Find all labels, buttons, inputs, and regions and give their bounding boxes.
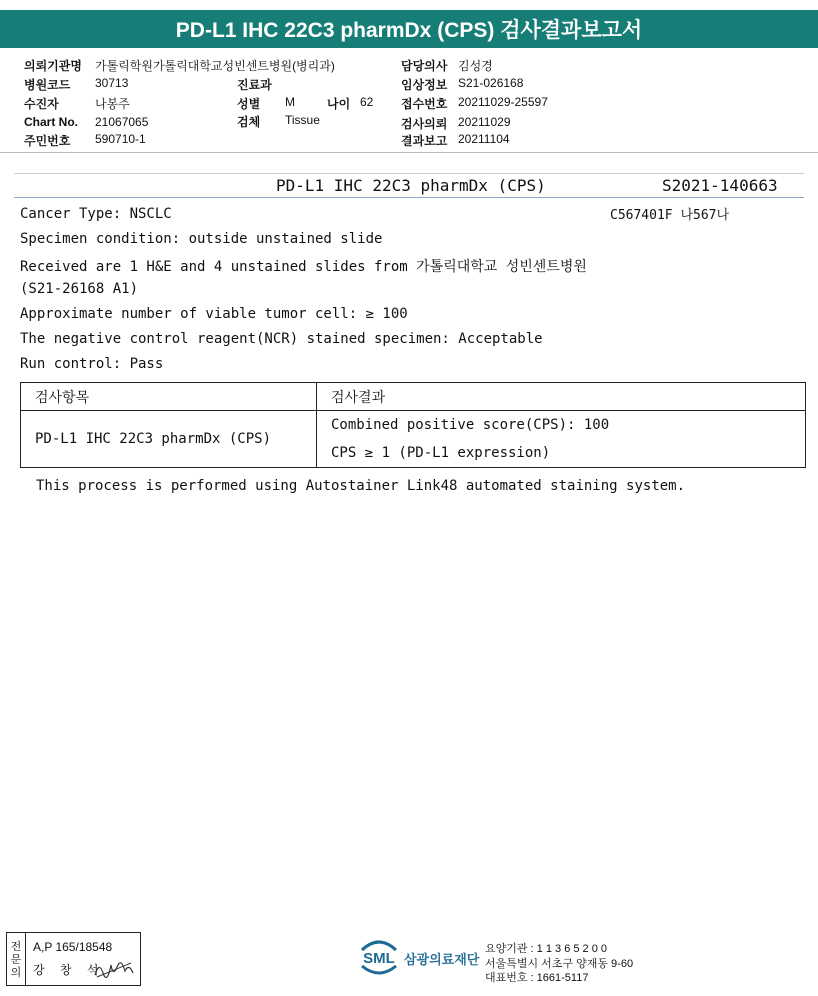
process-note: This process is performed using Autostainer Link48 automated staining system.	[36, 478, 686, 494]
patient-label: 수진자	[24, 97, 59, 111]
report-line: (S21-26168 A1)	[20, 281, 139, 297]
divider	[14, 197, 804, 198]
resident-no-label: 주민번호	[24, 134, 71, 148]
phone: 대표번호 : 1661-5117	[485, 972, 589, 984]
divider	[0, 152, 818, 153]
results-item-cell: PD-L1 IHC 22C3 pharmDx (CPS)	[21, 411, 317, 468]
department-label: 진료과	[237, 78, 272, 92]
logo-text: SML	[363, 950, 395, 967]
report-line: Received are 1 H&E and 4 unstained slides from 가톨릭대학교 성빈센트병원	[20, 259, 587, 275]
doctor-label: 담당의사	[401, 59, 448, 73]
specimen-value: Tissue	[285, 113, 320, 127]
test-name-heading: PD-L1 IHC 22C3 pharmDx (CPS)	[276, 176, 546, 195]
chart-no-value: 21067065	[95, 115, 149, 129]
report-title: PD-L1 IHC 22C3 pharmDx (CPS) 검사결과보고서	[0, 10, 818, 48]
resident-no-value: 590710-1	[95, 132, 146, 146]
report-line: Approximate number of viable tumor cell: ≥ 100	[20, 306, 408, 322]
receipt-no-value: 20211029-25597	[458, 95, 548, 109]
sml-logo-icon	[356, 936, 402, 976]
request-date-label: 검사의뢰	[401, 117, 448, 131]
hospital-code-label: 병원코드	[24, 78, 71, 92]
report-line: Specimen condition: outside unstained slide	[20, 231, 383, 247]
patient-code: C567401F 나567나	[610, 208, 730, 223]
stamp-char: 문	[10, 952, 22, 966]
age-value: 62	[360, 95, 374, 109]
report-line: The negative control reagent(NCR) stained specimen: Acceptable	[20, 331, 543, 347]
report-date-label: 결과보고	[401, 134, 448, 148]
institution-label: 의뢰기관명	[24, 59, 82, 73]
results-table	[20, 382, 806, 468]
results-header-item: 검사항목	[21, 383, 317, 411]
results-cps-interpretation: CPS ≥ 1 (PD-L1 expression)	[331, 445, 551, 461]
signer-name: 강 창 석	[33, 963, 105, 977]
institution-value: 가톨릭학원가톨릭대학교성빈센트병원(병리과)	[95, 59, 335, 73]
sex-label: 성별	[237, 97, 261, 111]
signature-box	[6, 932, 141, 986]
results-header-result: 검사결과	[317, 383, 806, 411]
results-value-cell	[317, 411, 806, 468]
test-id: S2021-140663	[662, 176, 778, 195]
institution-code: 요양기관 : 1 1 3 6 5 2 0 0	[485, 943, 608, 955]
signer-license: A,P 165/18548	[33, 940, 113, 954]
specialist-stamp	[7, 933, 26, 985]
request-date-value: 20211029	[458, 115, 511, 129]
specimen-label: 검체	[237, 115, 261, 129]
address: 서울특별시 서초구 양재동 9-60	[485, 958, 634, 970]
doctor-value: 김성경	[458, 59, 493, 73]
report-line: Cancer Type: NSCLC	[20, 206, 172, 222]
stamp-char: 의	[10, 965, 22, 979]
receipt-no-label: 접수번호	[401, 97, 448, 111]
report-line: Run control: Pass	[20, 356, 164, 372]
report-date-value: 20211104	[458, 132, 510, 146]
signature-graphic	[93, 957, 137, 981]
divider	[14, 173, 804, 174]
clinical-info-label: 임상정보	[401, 78, 448, 92]
sex-value: M	[285, 95, 295, 109]
patient-value: 나봉주	[95, 97, 130, 111]
clinical-info-value: S21-026168	[458, 76, 524, 90]
chart-no-label: Chart No.	[24, 115, 78, 129]
results-cps-score: Combined positive score(CPS): 100	[331, 417, 610, 433]
org-name: 삼광의료재단	[404, 952, 480, 967]
stamp-char: 전	[10, 939, 22, 953]
hospital-code-value: 30713	[95, 76, 129, 90]
age-label: 나이	[327, 97, 351, 111]
